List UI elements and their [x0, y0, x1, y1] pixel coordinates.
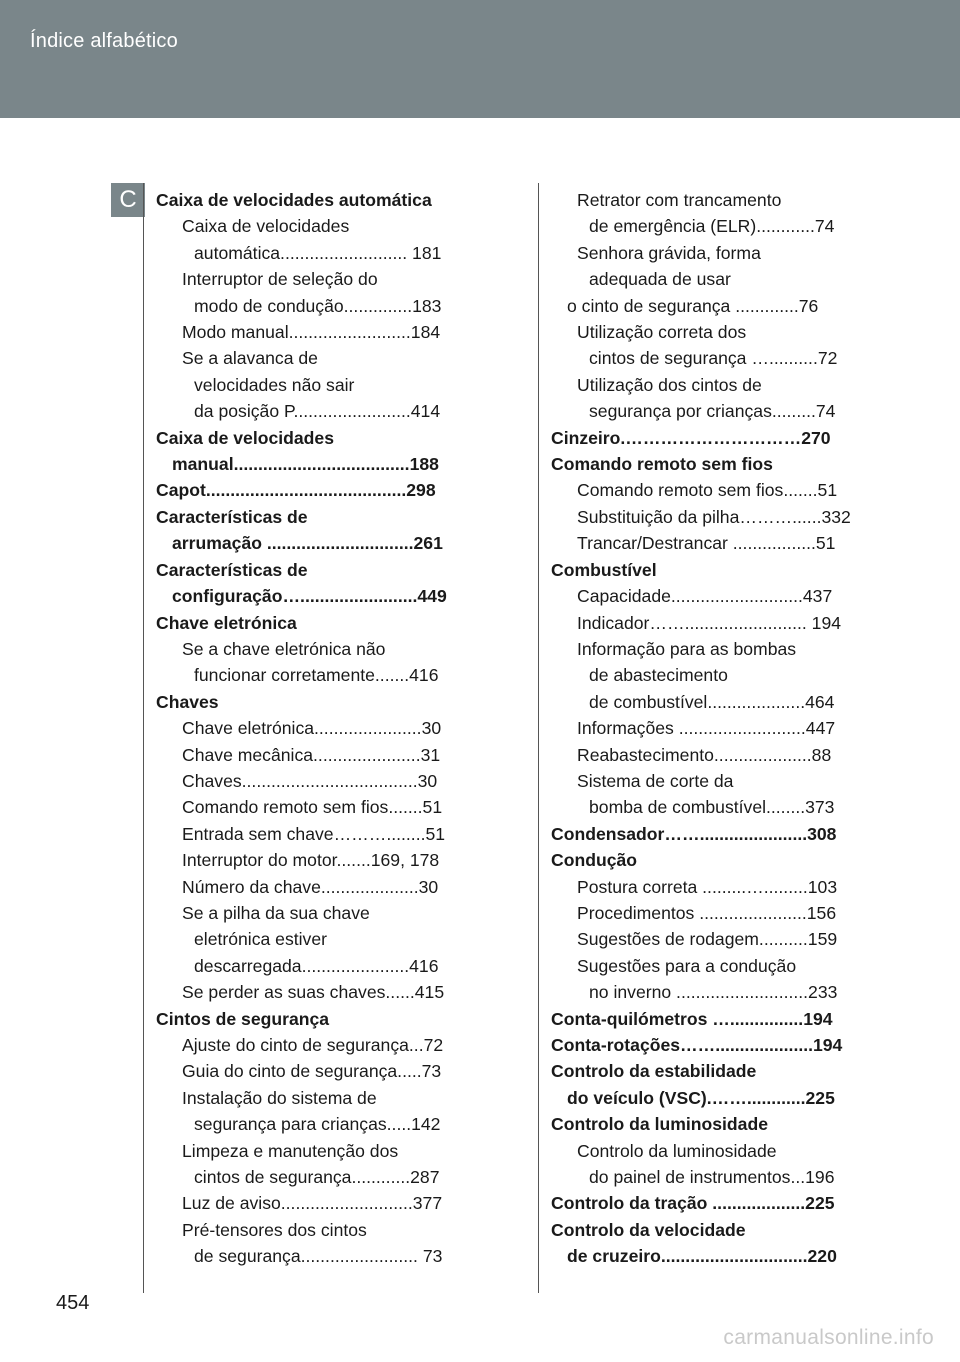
index-entry-line: Entrada sem chave………........51 — [182, 823, 446, 844]
index-entry-heading: de cruzeiro..............................220 — [567, 1246, 837, 1267]
index-entry-heading: Conta-quilómetros …...............194 — [551, 1008, 833, 1029]
index-entry-line: Chave eletrónica......................30 — [182, 718, 442, 739]
index-entry-heading: Chave eletrónica — [156, 612, 297, 633]
index-entry-line: do painel de instrumentos...196 — [589, 1167, 835, 1188]
index-entry-heading: Condensador……......................308 — [551, 823, 837, 844]
index-entry-line: Luz de aviso...........................377 — [182, 1193, 443, 1214]
index-entry-line: Pré-tensores dos cintos — [182, 1219, 367, 1240]
index-entry-heading: Condução — [551, 850, 638, 871]
index-entry-line: Sugestões para a condução — [577, 955, 797, 976]
index-column-right — [551, 187, 869, 1270]
index-entry-line: Utilização dos cintos de — [577, 374, 762, 395]
index-entry-line: funcionar corretamente.......416 — [194, 665, 439, 686]
index-entry-line: Sistema de corte da — [577, 770, 734, 791]
index-entry-line: Utilização correta dos — [577, 322, 747, 343]
index-entry-line: Se a pilha da sua chave — [182, 902, 370, 923]
page-number: 454 — [56, 1292, 90, 1314]
index-entry-line: Reabastecimento....................88 — [577, 744, 832, 765]
column-divider-right — [538, 183, 539, 1293]
index-entry-line: Postura correta .........….........103 — [577, 876, 838, 897]
index-entry-line: Informação para as bombas — [577, 638, 797, 659]
index-entry-line: Limpeza e manutenção dos — [182, 1140, 399, 1161]
index-entry-line: Substituição da pilha………......332 — [577, 506, 851, 527]
index-entry-line: Guia do cinto de segurança.....73 — [182, 1061, 442, 1082]
index-entry-heading: Controlo da velocidade — [551, 1219, 746, 1240]
index-entry-line: Interruptor do motor.......169, 178 — [182, 850, 440, 871]
index-entry-line: de emergência (ELR)............74 — [589, 216, 835, 237]
index-entry-heading: Características de — [156, 506, 308, 527]
index-entry-line: segurança para crianças.....142 — [194, 1114, 441, 1135]
index-entry-line: no inverno ...........................233 — [589, 982, 838, 1003]
index-entry-heading: arrumação ..............................261 — [172, 533, 443, 554]
index-entry-line: Caixa de velocidades — [182, 216, 350, 237]
index-entry-heading: Chaves — [156, 691, 219, 712]
index-entry-line: automática.......................... 181 — [194, 242, 442, 263]
index-entry-heading: Conta-rotações……....................194 — [551, 1035, 843, 1055]
index-entry-line: velocidades não sair — [194, 374, 355, 395]
index-entry-line: segurança por crianças.........74 — [589, 401, 836, 422]
index-entry-line: Retrator com trancamento — [577, 190, 782, 210]
index-entry-line: Se perder as suas chaves......415 — [182, 982, 445, 1003]
index-entry-line: adequada de usar — [589, 269, 731, 290]
index-entry-line: Instalação do sistema de — [182, 1087, 377, 1108]
index-entry-line: Se a alavanca de — [182, 348, 318, 369]
index-entry-line: Número da chave....................30 — [182, 876, 439, 897]
index-entry-heading: Comando remoto sem fios — [551, 454, 773, 475]
index-entry-line: descarregada......................416 — [194, 955, 439, 976]
index-entry-line: cintos de segurança …..........72 — [589, 348, 838, 369]
index-entry-line: Senhora grávida, forma — [577, 242, 761, 263]
index-entry-heading: do veículo (VSC).……............225 — [567, 1087, 835, 1108]
index-entry-line: Modo manual.........................184 — [182, 322, 441, 343]
index-entry-heading: configuração…........................449 — [172, 586, 447, 607]
page-header — [0, 0, 960, 118]
index-entry-line: Trancar/Destrancar .................51 — [577, 533, 836, 554]
index-entry-line: da posição P........................414 — [194, 401, 441, 422]
index-entry-line: Comando remoto sem fios.......51 — [182, 797, 443, 818]
index-entry-heading: Cintos de segurança — [156, 1008, 330, 1029]
index-entry-line: Chaves....................................30 — [182, 770, 438, 791]
index-entry-line: Interruptor de seleção do — [182, 269, 378, 290]
index-entry-heading: Características de — [156, 559, 308, 580]
index-entry-line: de combustível....................464 — [589, 691, 835, 712]
index-entry-line: Se a chave eletrónica não — [182, 638, 386, 659]
index-letter-tab: C — [111, 183, 145, 217]
index-entry-line: Chave mecânica......................31 — [182, 744, 441, 765]
index-entry-line: Sugestões de rodagem..........159 — [577, 929, 838, 950]
column-divider-left — [143, 183, 144, 1293]
index-entry-heading: Caixa de velocidades — [156, 427, 334, 448]
index-entry-line: bomba de combustível........373 — [589, 797, 835, 818]
index-entry-heading: Controlo da estabilidade — [551, 1061, 757, 1082]
index-entry-line: Comando remoto sem fios.......51 — [577, 480, 838, 501]
index-entry-heading: Combustível — [551, 559, 657, 580]
index-entry-line: modo de condução..............183 — [194, 295, 442, 316]
watermark: carmanualsonline.info — [723, 1326, 934, 1349]
index-entry-line: Informações ..........................447 — [577, 718, 836, 739]
index-entry-line: Indicador……......................... 194 — [577, 612, 842, 633]
index-entry-line: eletrónica estiver — [194, 929, 327, 950]
index-entry-heading: Caixa de velocidades automática — [156, 190, 432, 210]
index-entry-heading: manual....................................188 — [172, 454, 439, 475]
index-column-left — [156, 187, 474, 1270]
index-entry-line: Procedimentos ......................156 — [577, 902, 837, 923]
index-entry-line: o cinto de segurança .............76 — [567, 295, 819, 316]
index-entry-line: Controlo da luminosidade — [577, 1140, 777, 1161]
index-entry-line: de segurança........................ 73 — [194, 1246, 443, 1267]
index-entry-line: cintos de segurança............287 — [194, 1167, 440, 1188]
index-entry-line: Capacidade...........................437 — [577, 586, 833, 607]
index-entry-heading: Cinzeiro.…………………………270 — [551, 427, 831, 448]
index-entry-heading: Capot.........................................298 — [156, 480, 436, 501]
index-entry-line: de abastecimento — [589, 665, 728, 686]
header-title: Índice alfabético — [30, 30, 178, 52]
index-entry-heading: Controlo da luminosidade — [551, 1114, 768, 1135]
index-entry-heading: Controlo da tração ...................225 — [551, 1193, 835, 1214]
index-entry-line: Ajuste do cinto de segurança...72 — [182, 1035, 444, 1055]
